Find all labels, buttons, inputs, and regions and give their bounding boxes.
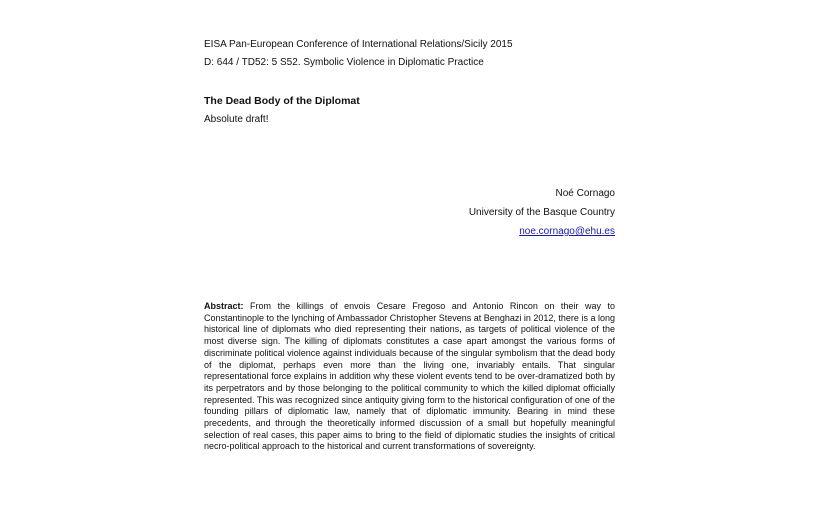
paper-title: The Dead Body of the Diplomat xyxy=(204,95,360,107)
author-name: Noé Cornago xyxy=(555,188,615,199)
abstract-label: Abstract: xyxy=(204,301,244,311)
abstract-text: From the killings of envois Cesare Fregoso and Antonio Rincon on their way to Constantinople to the lynching of Ambassador Christopher Stevens at Benghazi in 2012, there is a long historical line of diplomats who died representing their nations, as targets of political violence of the most diverse sign. The killing of diplomats constitutes a case apart amongst the various forms of discriminate political violence against individuals because of the singular symbolism that the dead body of the diplomat, perhaps even more than the living one, invariably entails. That singular representational force explains in addition why these violent events tend to be over-dramatized both by its perpetrators and by those belonging to the political community to which the killed diplomat officially represented. This was recognized since antiquity giving form to the historical configuration of one of the founding pillars of diplomatic law, namely that of diplomatic immunity. Bearing in mind these precedents, and through the theoretically informed discussion of a small but hopefully meaningful selection of real cases, this paper aims to bring to the field of diplomatic studies the insights of critical necro-political approach to the historical and current transformations of sovereignty. xyxy=(204,301,615,452)
author-block xyxy=(469,188,615,245)
abstract-paragraph xyxy=(204,301,615,453)
author-affiliation: University of the Basque Country xyxy=(468,207,615,218)
session-header: D: 644 / TD52: 5 S52. Symbolic Violence in Diplomatic Practice xyxy=(204,57,484,68)
conference-header: EISA Pan-European Conference of International Relations/Sicily 2015 xyxy=(204,39,513,50)
author-email-link[interactable]: noe.cornago@ehu.es xyxy=(519,226,615,237)
draft-status: Absolute draft! xyxy=(204,114,269,125)
